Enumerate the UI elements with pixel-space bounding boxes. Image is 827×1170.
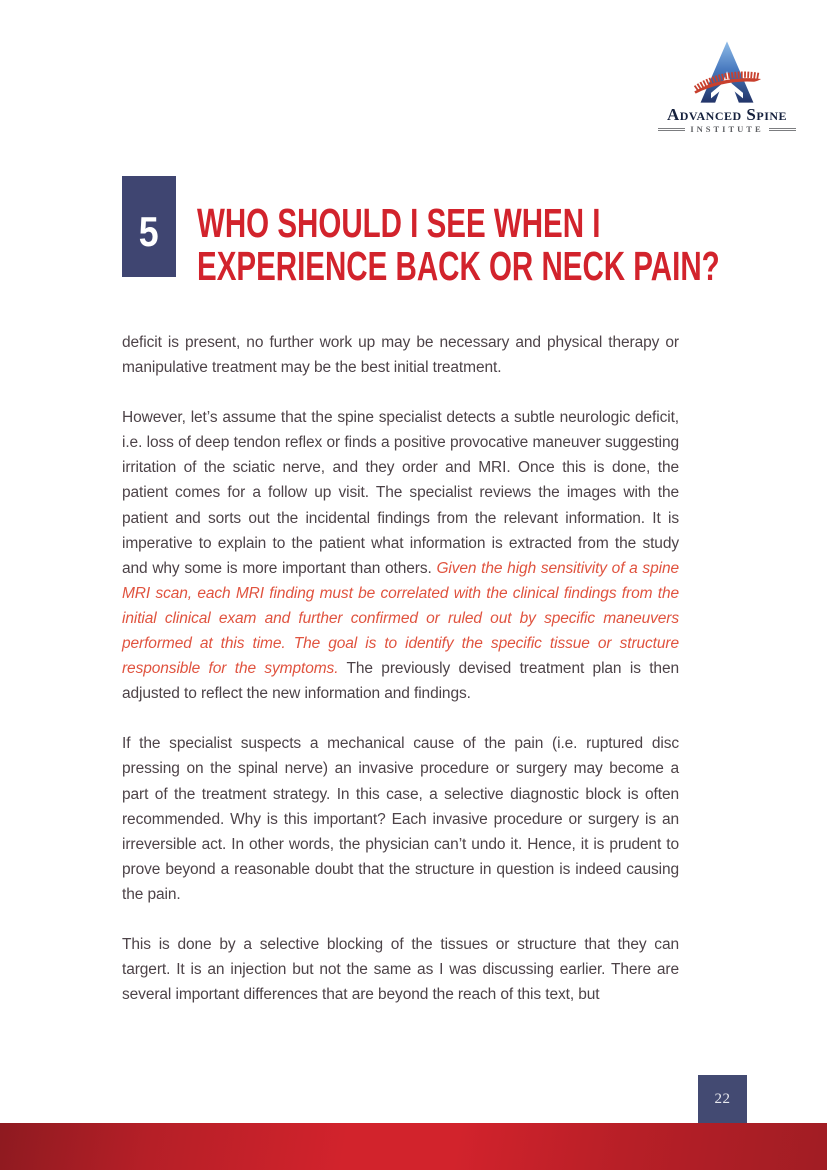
page-number-box (698, 1075, 747, 1123)
paragraph (122, 932, 679, 1007)
chapter-title (197, 202, 720, 288)
chapter-title-line2: EXPERIENCE BACK OR NECK PAIN? (197, 243, 720, 289)
paragraph (122, 405, 679, 706)
text-segment: However, let’s assume that the spine specialist detects a subtle neurologic deficit, i.e. loss of deep tendon reflex or finds a positive provocative maneuver suggesting irritation of the sciatic nerve, and they order and MRI. Once this is done, the patient comes for a follow up visit. The specialist reviews the images with the patient and sorts out the incidental findings from the relevant information. It is imperative to explain to the patient what information is extracted from the study and why some is more important than others. (122, 409, 679, 577)
logo-subtitle-row (658, 124, 796, 134)
chapter-title-line1: WHO SHOULD I SEE WHEN I (197, 200, 601, 246)
emphasis-text-segment: Given the high sensitivity of a spine MRI scan, each MRI finding must be correlated with the clinical findings from the initial clinical exam and further confirmed or ruled out by specific maneuvers performed at this time. The goal is to identify the specific tissue or structure responsible for the symptoms. (122, 559, 679, 678)
advanced-spine-institute-logo (658, 40, 796, 134)
logo-rule-left (658, 128, 685, 131)
body-text-column (122, 330, 679, 1032)
paragraph (122, 330, 679, 380)
page-number: 22 (714, 1090, 731, 1107)
logo-name-text: Advanced Spine (666, 105, 788, 124)
footer-accent-bar (0, 1123, 827, 1170)
chapter-header (122, 176, 827, 288)
paragraph (122, 731, 679, 907)
text-segment: deficit is present, no further work up may be necessary and physical therapy or manipulative treatment may be the best initial treatment. (122, 334, 679, 377)
spine-a-logo-icon (681, 40, 773, 104)
text-segment: The previously devised treatment plan is then adjusted to reflect the new information and findings. (122, 660, 679, 703)
text-segment: If the specialist suspects a mechanical cause of the pain (i.e. ruptured disc pressing on the spinal nerve) an invasive procedure or surgery may become a part of the treatment strategy. In this case, a selective diagnostic block is often recommended. Why is this important? Each invasive procedure or surgery is an irreversible act. In other words, the physician can’t undo it. Hence, it is prudent to prove beyond a reasonable doubt that the structure in question is indeed causing the pain. (122, 735, 679, 903)
chapter-number-box (122, 176, 176, 277)
text-segment: This is done by a selective blocking of the tissues or structure that they can targert. It is an injection but not the same as I was discussing earlier. There are several important differences that are beyond the reach of this text, but (122, 935, 679, 1004)
logo-subtitle-text: INSTITUTE (690, 124, 764, 134)
logo-rule-right (769, 128, 796, 131)
chapter-number: 5 (139, 207, 159, 255)
